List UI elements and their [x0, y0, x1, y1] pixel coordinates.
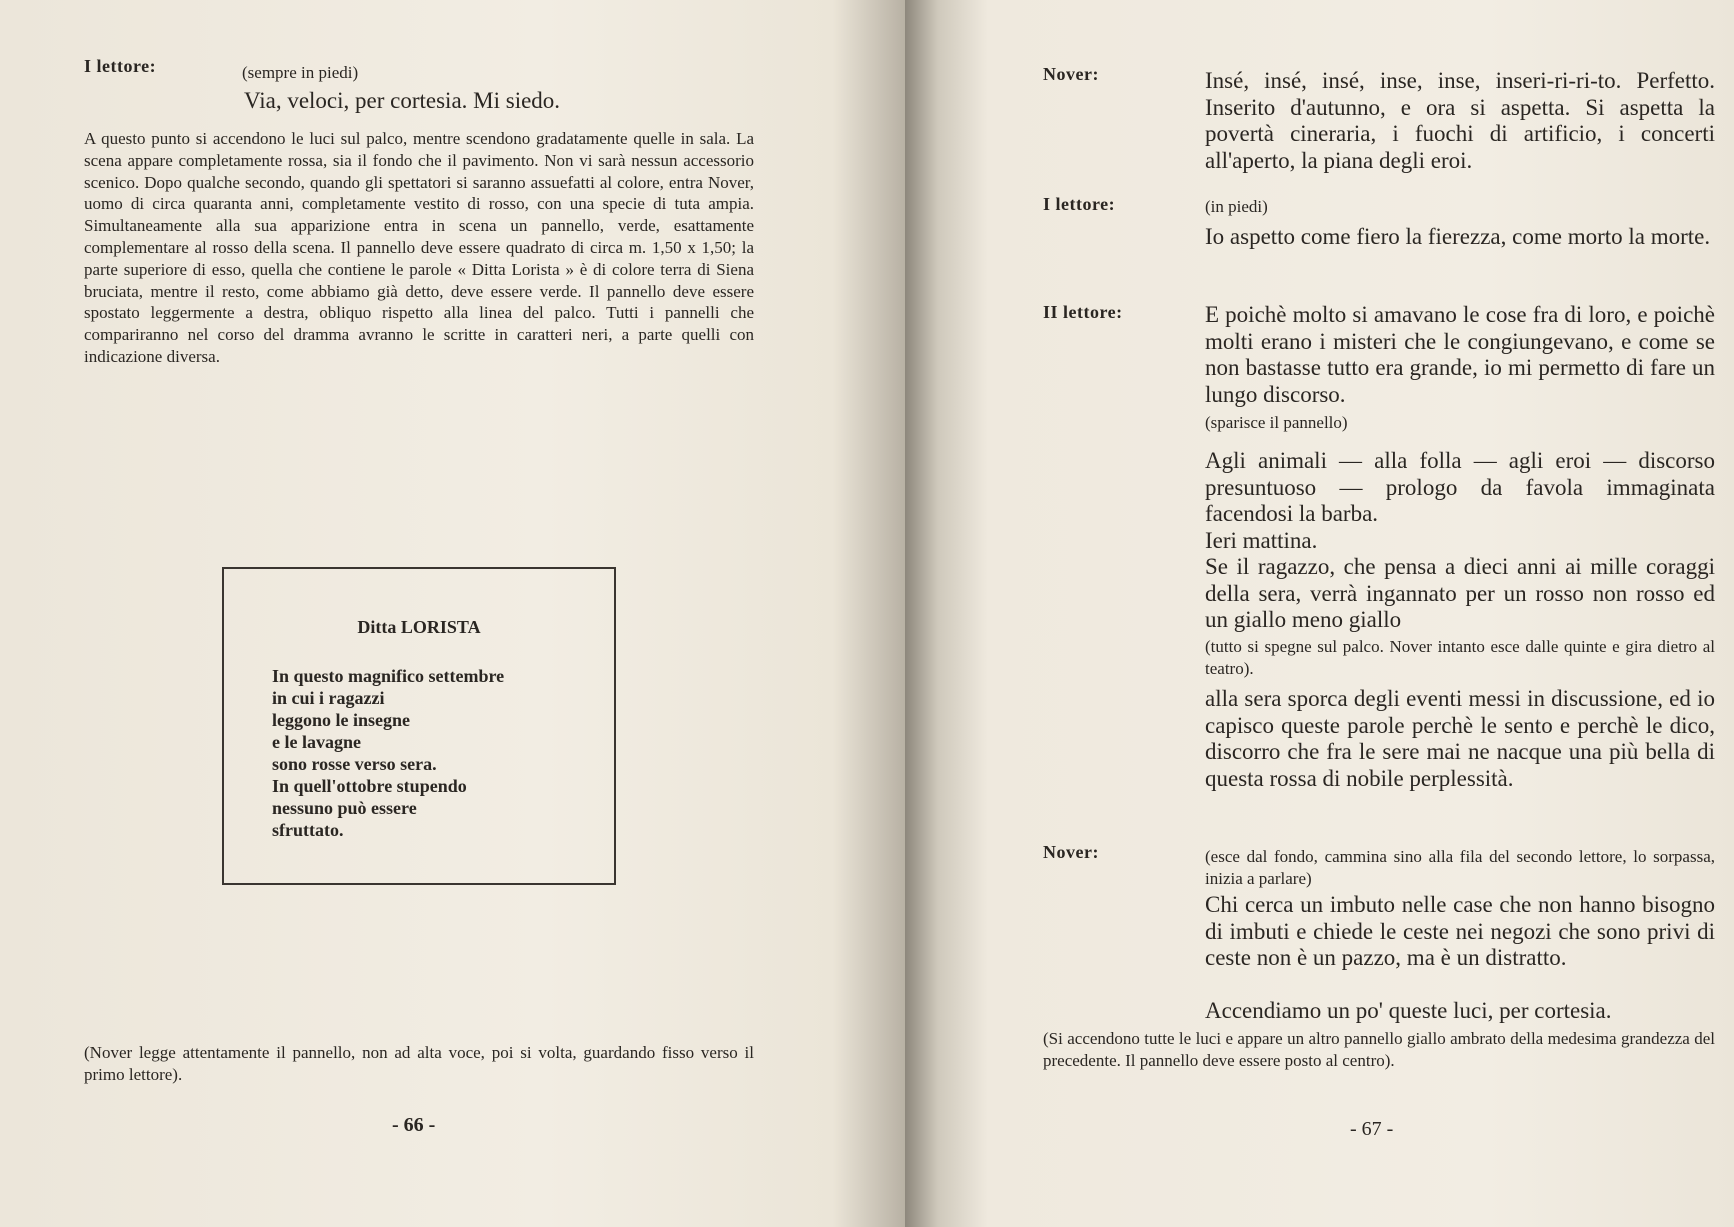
dialogue-line: alla sera sporca degli eventi messi in discussione, ed io capisco queste parole perchè le sento e perchè le dico, discorro che fra le sere mai ne nacque una più bella di questa rossa di nobile perplessità. [1205, 686, 1715, 791]
page-number: - 66 - [392, 1114, 436, 1136]
panel-line: sfruttato. [272, 820, 344, 840]
stage-direction: (in piedi) [1205, 197, 1268, 216]
final-stage-direction: (Si accendono tutte le luci e appare un altro pannello giallo ambrato della medesima grandezza del precedente. Il pannello deve essere posto al centro). [1043, 1029, 1715, 1070]
dialogue-line: Accendiamo un po' queste luci, per cortesia. [1205, 998, 1612, 1023]
panel-line: sono rosse verso sera. [272, 754, 437, 774]
panel-line: In questo magnifico settembre [272, 666, 505, 686]
speaker-label: Nover: [1043, 64, 1099, 84]
dialogue-line: Insé, insé, insé, inse, inse, inseri-ri-ri-to. Perfetto. Inserito d'autunno, e ora si aspetta. Si aspetta la povertà cineraria, i fuochi di artificio, i concerti all'aperto, la piana degli eroi. [1205, 68, 1715, 173]
dialogue-line: Ieri mattina. [1205, 528, 1318, 553]
panel-line: In quell'ottobre stupendo [272, 776, 467, 796]
right-page [905, 0, 1734, 1227]
closing-stage-direction: (Nover legge attentamente il pannello, non ad alta voce, poi si volta, guardando fisso verso il primo lettore). [84, 1043, 754, 1084]
speaker-label: Nover: [1043, 842, 1099, 862]
dialogue-line: Se il ragazzo, che pensa a dieci anni ai mille coraggi della sera, verrà ingannato per un rosso non rosso ed un giallo meno giallo [1205, 554, 1715, 632]
dialogue-line: Agli animali — alla folla — agli eroi — discorso presuntuoso — prologo da favola immaginata facendosi la barba. [1205, 448, 1715, 526]
ditta-lorista-panel [222, 567, 616, 885]
stage-direction: (esce dal fondo, cammina sino alla fila del secondo lettore, lo sorpassa, inizia a parlare) [1205, 847, 1715, 888]
panel-line: leggono le insegne [272, 710, 410, 730]
stage-direction: (sparisce il pannello) [1205, 413, 1348, 432]
panel-line: e le lavagne [272, 732, 361, 752]
dialogue-line: Chi cerca un imbuto nelle case che non hanno bisogno di imbuti e chiede le ceste nei negozi che sono privi di ceste non è un pazzo, ma è un distratto. [1205, 892, 1715, 970]
panel-line: nessuno può essere [272, 798, 417, 818]
panel-line: in cui i ragazzi [272, 688, 385, 708]
page-number: - 67 - [1350, 1118, 1394, 1140]
speaker-label: I lettore: [84, 56, 157, 76]
stage-direction: (tutto si spegne sul palco. Nover intanto esce dalle quinte e gira dietro al teatro). [1205, 637, 1715, 678]
stage-direction: (sempre in piedi) [242, 63, 359, 82]
panel-poem [272, 665, 504, 841]
dialogue-line: Via, veloci, per cortesia. Mi siedo. [244, 88, 561, 113]
stage-paragraph: A questo punto si accendono le luci sul palco, mentre scendono gradatamente quelle in sala. La scena appare completamente rossa, sia il fondo che il pavimento. Non vi sarà nessun accessorio scenico. Dopo qualche secondo, quando gli spettatori si saranno assuefatti al colore, entra Nover, uomo di circa quaranta anni, completamente vestito di rosso, con una specie di tuta ampia. Simultaneamente alla sua apparizione entra in scena un pannello, verde, esattamente complementare al rosso della scena. Il pannello deve essere quadrato di circa m. 1,50 x 1,50; la parte superiore di esso, quella che contiene le parole « Ditta Lorista » è di colore terra di Siena bruciata, mentre il resto, come abbiamo già detto, deve essere verde. Il pannello deve essere spostato leggermente a destra, obliquo rispetto alla linea del palco. Tutti i pannelli che compariranno nel corso del dramma avranno le scritte in caratteri neri, a parte quelli con indicazione diversa. [84, 129, 754, 366]
dialogue-line: Io aspetto come fiero la fierezza, come morto la morte. [1205, 224, 1711, 249]
dialogue-line: E poichè molto si amavano le cose fra di loro, e poichè molti erano i misteri che le congiungevano, e come se non bastasse tutto era grande, io mi permetto di fare un lungo discorso. [1205, 302, 1715, 407]
speaker-label: II lettore: [1043, 302, 1123, 322]
panel-title: Ditta LORISTA [357, 617, 481, 637]
speaker-label: I lettore: [1043, 194, 1116, 214]
